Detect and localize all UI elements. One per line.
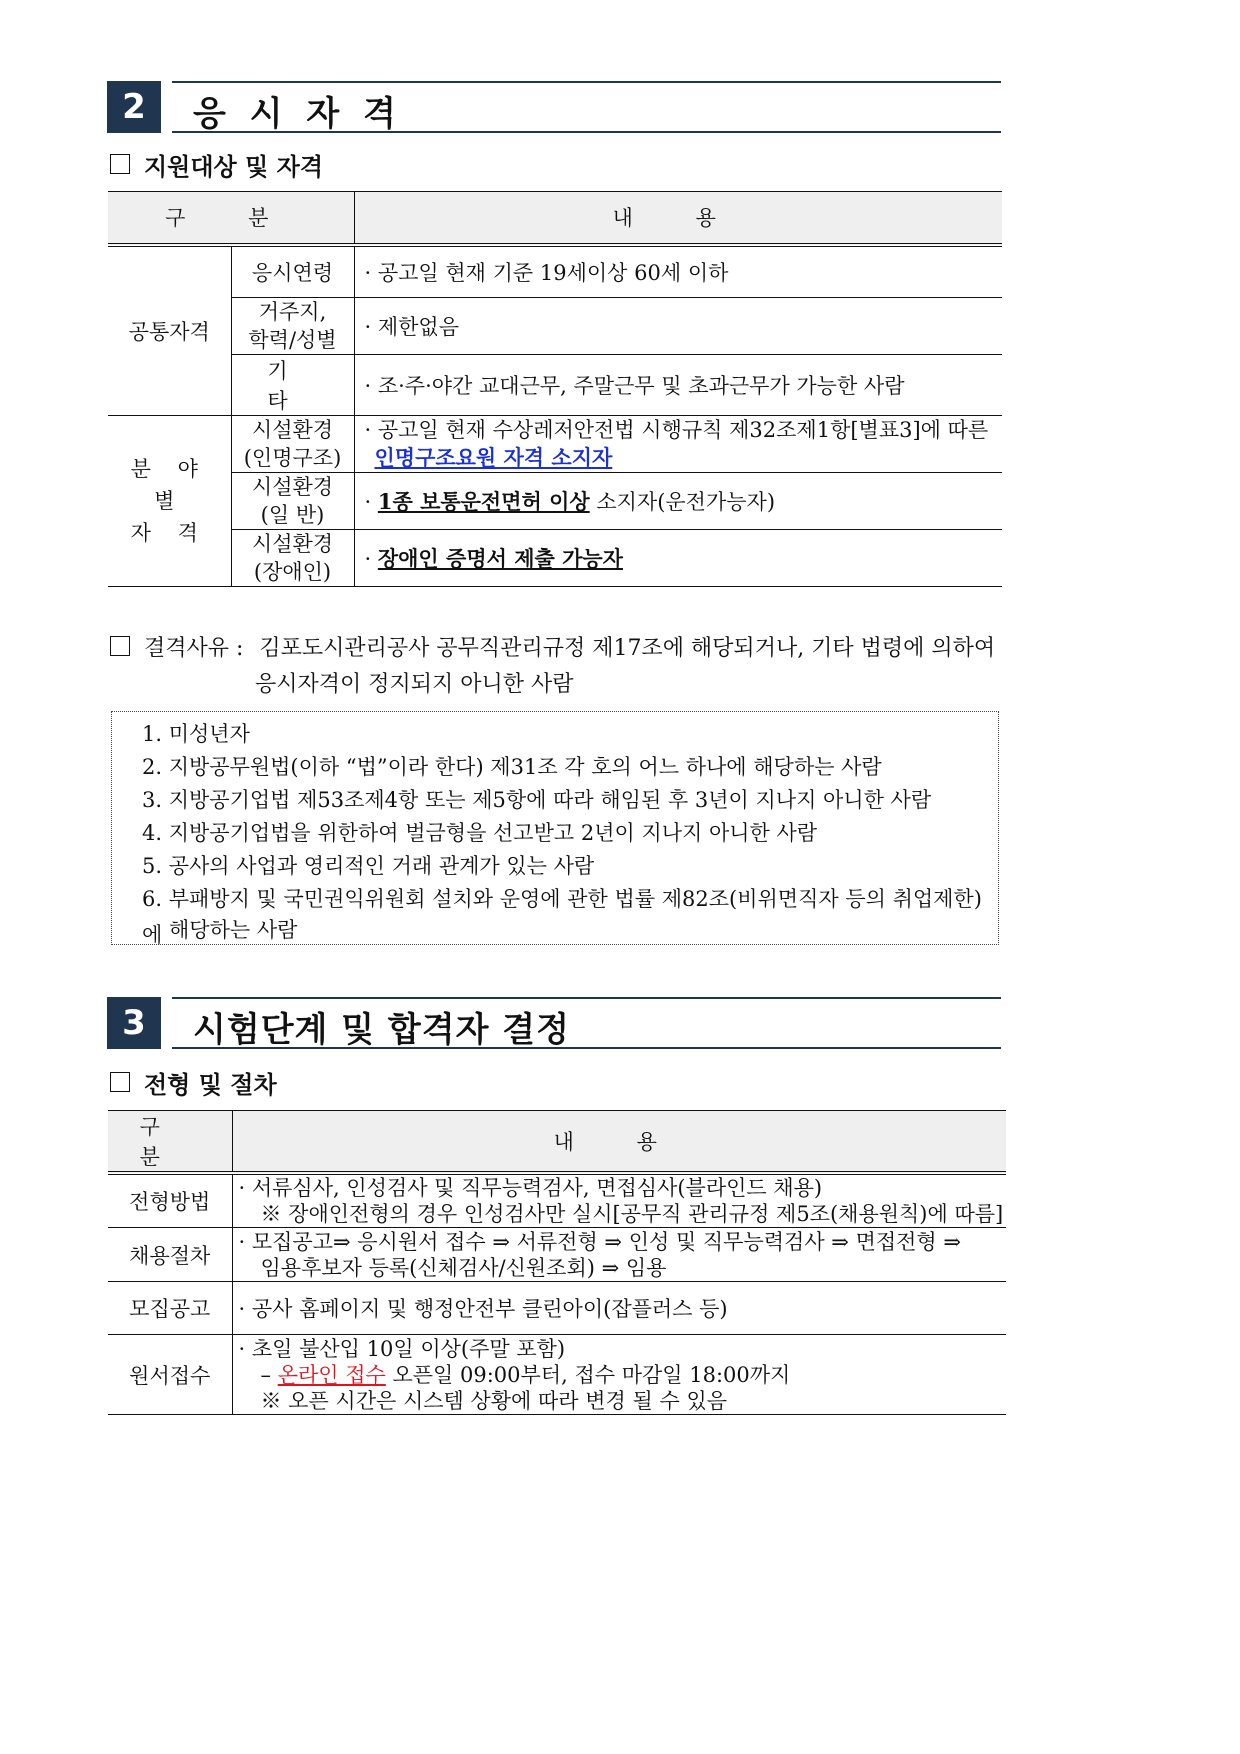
table-row [108, 473, 1002, 530]
table-header-category: 구 분 [108, 192, 354, 245]
row-label: 시설환경 (장애인) [231, 530, 354, 587]
table-row [108, 1335, 1006, 1415]
row-label: 채용절차 [108, 1228, 232, 1282]
checkbox-bullet-icon [110, 1072, 130, 1092]
table-header-content: 내 용 [354, 192, 1002, 245]
table-row [108, 355, 1002, 416]
highlight-license: 1종 보통운전면허 이상 [377, 489, 590, 514]
row-label: 시설환경 (인명구조) [231, 416, 354, 473]
row-content-line: ※ 오픈 시간은 시스템 상황에 따라 변경 될 수 있음 [260, 1388, 728, 1413]
row-label: 원서접수 [108, 1335, 232, 1415]
row-content-line: · 초일 불산입 10일 이상(주말 포함) [238, 1336, 566, 1361]
highlight-qualification: 인명구조요원 자격 소지자 [374, 445, 613, 470]
row-label: 응시연령 [231, 245, 354, 298]
group-label-common: 공통자격 [108, 245, 231, 416]
highlight-disability: 장애인 증명서 제출 가능자 [377, 546, 623, 571]
table-row [108, 1282, 1006, 1335]
subheading-eligibility [110, 148, 323, 180]
disqualification-notes-box [111, 711, 999, 945]
row-content-line: · 서류심사, 인성검사 및 직무능력검사, 면접심사(블라인드 채용) [238, 1176, 823, 1200]
procedure-table [108, 1110, 1006, 1415]
table-row [108, 416, 1002, 473]
row-content: · 공고일 현재 기준 19세이상 60세 이하 [354, 245, 1002, 298]
table-row [108, 298, 1002, 355]
subheading-text: 전형 및 절차 [144, 1070, 277, 1099]
table-row [108, 1228, 1006, 1282]
row-content: · 1종 보통운전면허 이상 소지자(운전가능자) [354, 473, 1002, 530]
list-item: 2. 지방공무원법(이하 “법”이라 한다) 제31조 각 호의 어느 하나에 해당하는 사람 [142, 755, 882, 779]
row-content: · 장애인 증명서 제출 가능자 [354, 530, 1002, 587]
row-content-line: · 모집공고⇒ 응시원서 접수 ⇒ 서류전형 ⇒ 인성 및 직무능력검사 ⇒ 면접전형 ⇒ [238, 1229, 961, 1254]
checkbox-bullet-icon [110, 636, 130, 656]
row-label: 거주지, 학력/성별 [231, 298, 354, 355]
row-content [232, 1335, 1006, 1415]
highlight-online: 온라인 접수 [277, 1362, 386, 1387]
row-label: 전형방법 [108, 1173, 232, 1228]
table-row [108, 245, 1002, 298]
row-content: · 조·주·야간 교대근무, 주말근무 및 초과근무가 가능한 사람 [354, 355, 1002, 416]
table-header-content: 내 용 [232, 1111, 1006, 1174]
subheading-procedure [110, 1066, 277, 1098]
section-number-3: 3 [107, 997, 161, 1049]
row-content [232, 1173, 1006, 1228]
table-header-category: 구 분 [108, 1111, 232, 1174]
list-item: 3. 지방공기업법 제53조제4항 또는 제5항에 따라 해임된 후 3년이 지나지 아니한 사람 [142, 788, 932, 812]
checkbox-bullet-icon [110, 154, 130, 174]
table-row [108, 530, 1002, 587]
eligibility-table [108, 191, 1002, 587]
section-number-2: 2 [107, 81, 161, 133]
row-content-line: ※ 장애인전형의 경우 인성검사만 실시[공무직 관리규정 제5조(채용원칙)에 따름] [260, 1202, 1004, 1226]
group-label-field: 분 야 별 자 격 [108, 416, 231, 587]
list-item-cont: 해당하는 사람 [169, 918, 298, 942]
disqualification-label: 결격사유 : [144, 635, 244, 661]
row-label: 기 타 [231, 355, 354, 416]
section-title: 응 시 자 격 [193, 94, 402, 134]
disqualification-heading [110, 630, 995, 662]
row-content-line: 임용후보자 등록(신체검사/신원조회) ⇒ 임용 [260, 1255, 667, 1280]
row-content [354, 416, 1002, 473]
row-content-rest: 소지자(운전가능자) [589, 490, 776, 514]
disqualification-text: 김포도시관리공사 공무직관리규정 제17조에 해당되거나, 기타 법령에 의하여 [259, 635, 996, 661]
row-content-line: · 공고일 현재 수상레저안전법 시행규칙 제32조제1항[별표3]에 따른 [364, 418, 989, 442]
row-content: · 공사 홈페이지 및 행정안전부 클린아이(잡플러스 등) [232, 1282, 1006, 1335]
table-row [108, 1173, 1006, 1228]
disqualification-text-cont: 응시자격이 정지되지 아니한 사람 [255, 672, 574, 697]
row-label: 시설환경 (일 반) [231, 473, 354, 530]
row-content [232, 1228, 1006, 1282]
dash-prefix: – [260, 1362, 278, 1387]
section-title: 시험단계 및 합격자 결정 [193, 1010, 570, 1050]
list-item: 4. 지방공기업법을 위한하여 벌금형을 선고받고 2년이 지나지 아니한 사람 [142, 821, 818, 845]
row-content-rest: 오픈일 09:00부터, 접수 마감일 18:00까지 [385, 1362, 791, 1387]
list-item: 5. 공사의 사업과 영리적인 거래 관계가 있는 사람 [142, 854, 595, 878]
subheading-text: 지원대상 및 자격 [144, 152, 323, 181]
list-item: 1. 미성년자 [142, 722, 250, 746]
list-item: 6. 부패방지 및 국민권익위원회 설치와 운영에 관한 법률 제82조(비위면직자 등의 취업제한)에 [142, 887, 982, 947]
row-label: 모집공고 [108, 1282, 232, 1335]
row-content: · 제한없음 [354, 298, 1002, 355]
